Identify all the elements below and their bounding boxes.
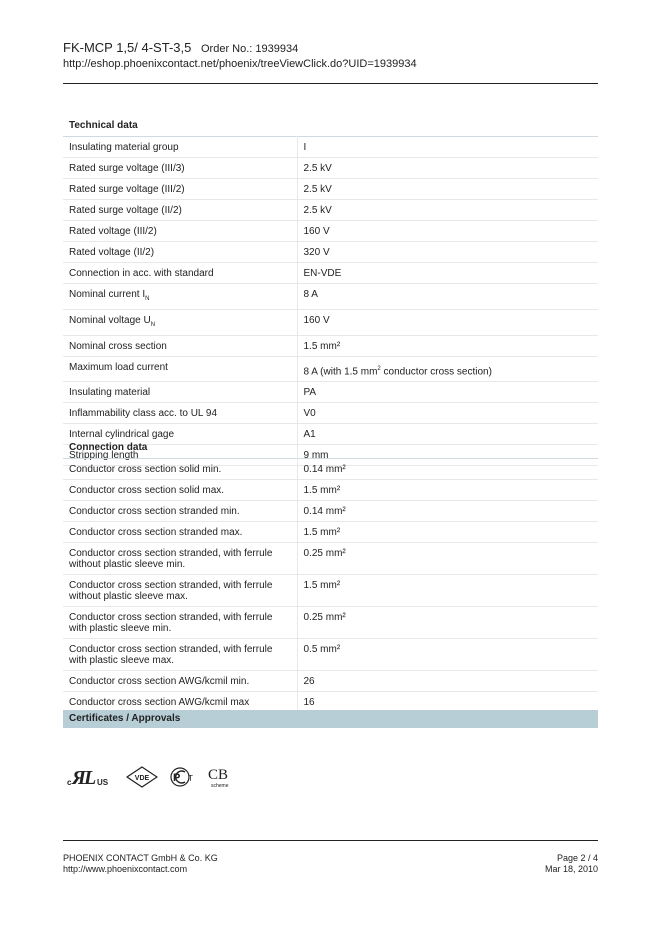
connection-data-title: Connection data bbox=[69, 442, 148, 453]
document-date: Mar 18, 2010 bbox=[544, 864, 598, 874]
property-value: 1.5 mm² bbox=[297, 522, 598, 543]
property-name: Conductor cross section solid min. bbox=[63, 459, 297, 480]
property-name: Conductor cross section stranded min. bbox=[63, 501, 297, 522]
property-value: 0.14 mm² bbox=[297, 459, 598, 480]
property-name: Nominal current $I_N$ bbox=[63, 284, 297, 310]
table-row bbox=[63, 336, 598, 357]
product-url[interactable]: http://eshop.phoenixcontact.net/phoenix/treeViewClick.do?UID=1939934 bbox=[63, 58, 417, 70]
property-name: Conductor cross section stranded, with ferrule with plastic sleeve min. bbox=[63, 607, 297, 639]
property-name: Rated voltage (III/2) bbox=[63, 221, 297, 242]
property-name: Rated surge voltage (III/3) bbox=[63, 158, 297, 179]
property-value: 16 bbox=[297, 692, 598, 713]
certificates-header: Certificates / Approvals bbox=[63, 710, 598, 728]
table-row bbox=[63, 357, 598, 382]
table-row bbox=[63, 543, 598, 575]
title-line bbox=[63, 40, 598, 57]
pct-logo bbox=[168, 766, 196, 788]
table-row bbox=[63, 284, 598, 310]
svg-text:CB: CB bbox=[208, 767, 229, 783]
svg-text:US: US bbox=[97, 778, 109, 787]
property-name: Nominal voltage $U_N$ bbox=[63, 310, 297, 336]
property-name: Conductor cross section AWG/kcmil min. bbox=[63, 671, 297, 692]
table-row bbox=[63, 221, 598, 242]
property-name: Rated voltage (II/2) bbox=[63, 242, 297, 263]
technical-data-section bbox=[63, 119, 598, 466]
product-name: FK-MCP 1,5/ 4-ST-3,5 bbox=[63, 40, 192, 55]
property-name: Insulating material group bbox=[63, 137, 297, 158]
technical-data-table bbox=[63, 136, 598, 466]
technical-data-title: Technical data bbox=[69, 120, 138, 131]
property-name: Insulating material bbox=[63, 382, 297, 403]
table-row bbox=[63, 382, 598, 403]
table-row bbox=[63, 263, 598, 284]
property-name: Conductor cross section stranded, with ferrule with plastic sleeve max. bbox=[63, 639, 297, 671]
property-name: Internal cylindrical gage bbox=[63, 424, 297, 445]
property-name: Inflammability class acc. to UL 94 bbox=[63, 403, 297, 424]
footer-left bbox=[63, 853, 218, 875]
property-value: A1 bbox=[297, 424, 598, 445]
table-row bbox=[63, 310, 598, 336]
svg-text:VDE: VDE bbox=[134, 775, 150, 782]
property-value: 1.5 mm² bbox=[297, 336, 598, 357]
property-value: 8 A (with 1.5 $mm^2$ conductor cross section) bbox=[297, 357, 598, 382]
table-row bbox=[63, 200, 598, 221]
table-row bbox=[63, 403, 598, 424]
svg-text:T: T bbox=[188, 774, 193, 783]
table-row bbox=[63, 480, 598, 501]
footer-divider bbox=[63, 840, 598, 841]
property-value: 320 V bbox=[297, 242, 598, 263]
connection-data-table bbox=[63, 458, 598, 713]
table-row bbox=[63, 575, 598, 607]
property-value: 160 V bbox=[297, 310, 598, 336]
table-row bbox=[63, 459, 598, 480]
cb-scheme-logo bbox=[206, 765, 236, 789]
connection-data-section bbox=[63, 441, 598, 713]
vde-logo bbox=[126, 766, 158, 788]
svg-text:scheme: scheme bbox=[211, 783, 229, 789]
property-value: 8 A bbox=[297, 284, 598, 310]
svg-text:L: L bbox=[84, 767, 97, 789]
page-header bbox=[63, 40, 598, 70]
table-row bbox=[63, 179, 598, 200]
property-name: Rated surge voltage (III/2) bbox=[63, 179, 297, 200]
property-value: V0 bbox=[297, 403, 598, 424]
property-value: PA bbox=[297, 382, 598, 403]
table-row bbox=[63, 158, 598, 179]
property-value: 0.25 mm² bbox=[297, 607, 598, 639]
property-name: Rated surge voltage (II/2) bbox=[63, 200, 297, 221]
property-value: 2.5 kV bbox=[297, 179, 598, 200]
property-name: Stripping length bbox=[63, 445, 297, 466]
property-value: 2.5 kV bbox=[297, 200, 598, 221]
table-row bbox=[63, 522, 598, 543]
property-value: 160 V bbox=[297, 221, 598, 242]
approval-logos bbox=[66, 765, 236, 789]
svg-text:c: c bbox=[67, 778, 72, 787]
property-value: I bbox=[297, 137, 598, 158]
property-name: Conductor cross section solid max. bbox=[63, 480, 297, 501]
company-name: PHOENIX CONTACT GmbH & Co. KG bbox=[63, 853, 218, 863]
property-value: 1.5 mm² bbox=[297, 575, 598, 607]
order-number: Order No.: 1939934 bbox=[200, 43, 299, 55]
property-name: Conductor cross section stranded, with ferrule without plastic sleeve min. bbox=[63, 543, 297, 575]
page-number: Page 2 / 4 bbox=[556, 853, 598, 863]
property-value: 0.14 mm² bbox=[297, 501, 598, 522]
ul-logo bbox=[66, 765, 116, 789]
property-name: Connection in acc. with standard bbox=[63, 263, 297, 284]
property-name: Nominal cross section bbox=[63, 336, 297, 357]
property-value: 9 mm bbox=[297, 445, 598, 466]
property-value: 1.5 mm² bbox=[297, 480, 598, 501]
property-name: Conductor cross section stranded, with ferrule without plastic sleeve max. bbox=[63, 575, 297, 607]
svg-text:P: P bbox=[173, 772, 181, 784]
property-name: Conductor cross section AWG/kcmil max bbox=[63, 692, 297, 713]
property-value: EN-VDE bbox=[297, 263, 598, 284]
svg-text:Я: Я bbox=[72, 767, 86, 789]
table-row bbox=[63, 607, 598, 639]
table-row bbox=[63, 639, 598, 671]
table-row bbox=[63, 242, 598, 263]
property-name: Conductor cross section stranded max. bbox=[63, 522, 297, 543]
footer-right bbox=[545, 853, 598, 875]
property-value: 2.5 kV bbox=[297, 158, 598, 179]
property-value: 0.25 mm² bbox=[297, 543, 598, 575]
header-divider bbox=[63, 83, 598, 84]
table-row bbox=[63, 501, 598, 522]
property-name: Maximum load current bbox=[63, 357, 297, 382]
property-value: 26 bbox=[297, 671, 598, 692]
company-website[interactable]: http://www.phoenixcontact.com bbox=[63, 864, 188, 874]
table-row bbox=[63, 671, 598, 692]
property-value: 0.5 mm² bbox=[297, 639, 598, 671]
table-row bbox=[63, 137, 598, 158]
